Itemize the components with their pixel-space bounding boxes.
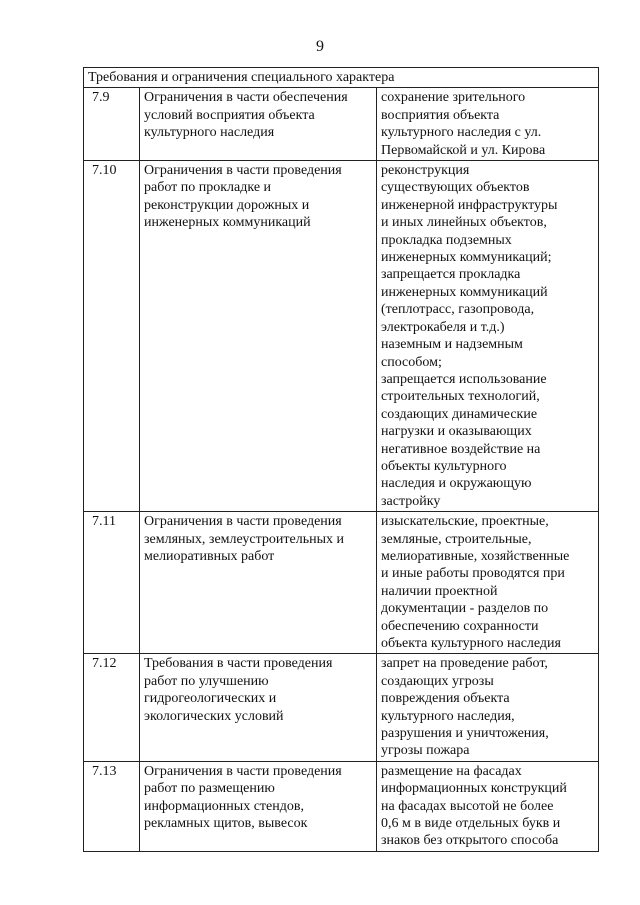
table-row — [84, 88, 599, 161]
row-details: размещение на фасадах информационных конструкций на фасадах высотой не более 0,6 м в виде отдельных букв и знаков без открытого способа — [377, 761, 599, 851]
row-title: Ограничения в части обеспечения условий восприятия объекта культурного наследия — [140, 88, 377, 161]
row-number: 7.9 — [84, 88, 140, 161]
row-number: 7.12 — [84, 654, 140, 761]
row-number: 7.11 — [84, 512, 140, 654]
page-number: 9 — [316, 38, 324, 55]
row-details: реконструкция существующих объектов инженерной инфраструктуры и иных линейных объектов, прокладка подземных инженерных коммуникаций; запрещается прокладка инженерных коммуникаций (теплотрасс, газопровода, электрокабеля и т.д.) наземным и надземным способом; запрещается использование строительных технологий, создающих динамические нагрузки и оказывающих негативное воздействие на объекты культурного наследия и окружающую застройку — [377, 161, 599, 512]
table-header-row — [84, 68, 599, 88]
row-number: 7.13 — [84, 761, 140, 851]
table-row — [84, 161, 599, 512]
table-row — [84, 761, 599, 851]
table-row — [84, 654, 599, 761]
row-title: Ограничения в части проведения работ по прокладке и реконструкции дорожных и инженерных коммуникаций — [140, 161, 377, 512]
row-details: изыскательские, проектные, земляные, строительные, мелиоративные, хозяйственные и иные работы проводятся при наличии проектной документации - разделов по обеспечению сохранности объекта культурного наследия — [377, 512, 599, 654]
row-number: 7.10 — [84, 161, 140, 512]
table-row — [84, 512, 599, 654]
section-header: Требования и ограничения специального характера — [84, 68, 599, 88]
row-details: сохранение зрительного восприятия объекта культурного наследия с ул. Первомайской и ул. Кирова — [377, 88, 599, 161]
row-title: Требования в части проведения работ по улучшению гидрогеологических и экологических условий — [140, 654, 377, 761]
row-title: Ограничения в части проведения работ по размещению информационных стендов, рекламных щитов, вывесок — [140, 761, 377, 851]
row-details: запрет на проведение работ, создающих угрозы повреждения объекта культурного наследия, разрушения и уничтожения, угрозы пожара — [377, 654, 599, 761]
row-title: Ограничения в части проведения земляных, землеустроительных и мелиоративных работ — [140, 512, 377, 654]
requirements-table — [83, 67, 599, 852]
